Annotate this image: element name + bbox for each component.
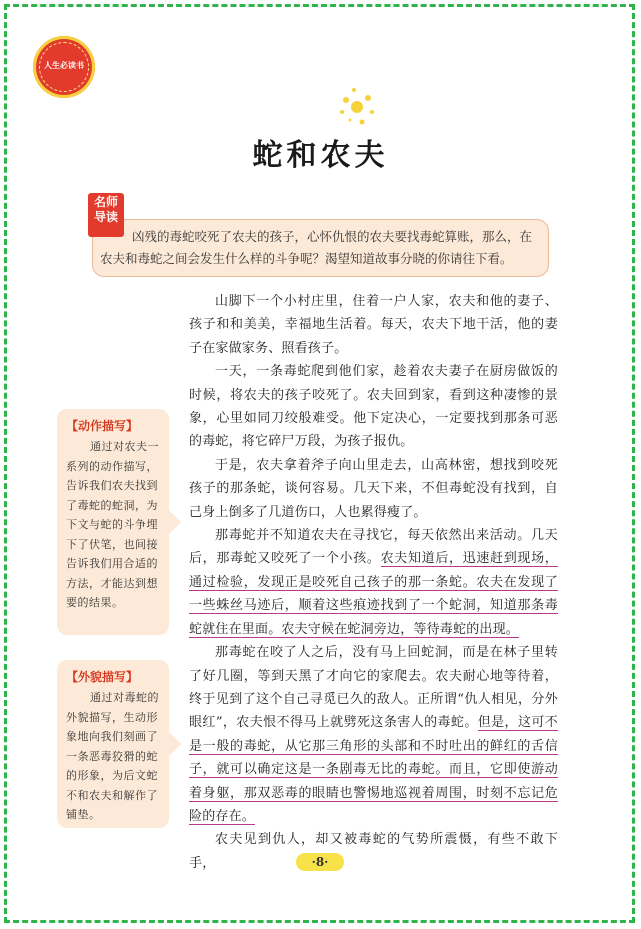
- side-note-action: [57, 409, 169, 635]
- series-badge-logo: [33, 36, 95, 98]
- paragraph: 农夫见到仇人，却又被毒蛇的气势所震慑，有些不敢下手，: [189, 832, 558, 871]
- intro-tag-line1: 名师: [93, 195, 118, 209]
- sparkle-decoration-icon: [332, 82, 382, 132]
- side-note-appearance: [57, 660, 169, 828]
- paragraph: 一天，一条毒蛇爬到他们家，趁着农夫妻子在厨房做饭的时候，将农夫的孩子咬死了。农夫回到家，看到这种凄惨的景象，心里如同刀绞般难受。他下定决心，一定要找到那条可恶的毒蛇，将它碎尸万段，为孩子报仇。: [189, 364, 558, 450]
- paragraph: [189, 524, 558, 641]
- underlined-passage: 农夫知道后，迅速赶到现场，通过检验，发现正是咬死自己孩子的那一条蛇。农夫在发现了一些蛛丝马迹后，顺着这些痕迹找到了一个蛇洞，知道那条毒蛇就住在里面。农夫守候在蛇洞旁边，等待毒蛇的出现。: [189, 551, 558, 637]
- paragraph-text: 那毒蛇并不知道农夫在寻找它，每天依然出来活动。几天后，那毒蛇又咬死了一个小孩。: [189, 528, 558, 567]
- paragraph: [189, 641, 558, 828]
- paragraph: 山脚下一个小村庄里，住着一户人家，农夫和他的妻子、孩子和和美美，幸福地生活着。每天，农夫下地干活，他的妻子在家做家务、照看孩子。: [189, 294, 558, 356]
- intro-text: 凶残的毒蛇咬死了农夫的孩子，心怀仇恨的农夫要找毒蛇算账，那么，在农夫和毒蛇之间会发生什么样的斗争呢？渴望知道故事分晓的你请往下看。: [100, 229, 533, 266]
- page-number: ·8·: [296, 853, 344, 871]
- side-note-title: 【外貌描写】: [66, 670, 139, 684]
- side-note-text: 通过对毒蛇的外貌描写，生动形象地向我们刻画了一条恶毒狡猾的蛇的形象，为后文蛇不和农夫和解作了铺垫。: [66, 691, 159, 821]
- page-title: 蛇和农夫: [252, 138, 389, 173]
- story-body: [189, 290, 558, 875]
- paragraph-text: 那毒蛇在咬了人之后，没有马上回蛇洞，而是在林子里转了好几圈，等到天黑了才向它的家爬去。农夫耐心地等待着，终于见到了这个自己寻觅已久的敌人。正所谓“仇人相见，分外眼红”，农夫恨不得马上就劈死这条害人的毒蛇。: [189, 645, 558, 731]
- intro-tag-line2: 导读: [93, 210, 118, 224]
- badge-label: 人生必读书: [44, 61, 84, 70]
- underlined-passage: 但是，这可不是一般的毒蛇，从它那三角形的头部和不时吐出的鲜红的舌信子，就可以确定这是一条剧毒无比的毒蛇。而且，它即使游动着身躯，那双恶毒的眼睛也警惕地巡视着周围，时刻不忘记危险的存在。: [189, 715, 558, 824]
- side-note-title: 【动作描写】: [66, 419, 139, 433]
- paragraph: 于是，农夫拿着斧子向山里走去，山高林密，想找到咬死孩子的那条蛇，谈何容易。几天下来，不但毒蛇没有找到，自己身上倒多了几道伤口，人也累得瘦了。: [189, 457, 558, 520]
- side-note-text: 通过对农夫一系列的动作描写，告诉我们农夫找到了毒蛇的蛇洞，为下文与蛇的斗争埋下了伏笔，也间接告诉我们用合适的方法，才能达到想要的结果。: [66, 440, 159, 609]
